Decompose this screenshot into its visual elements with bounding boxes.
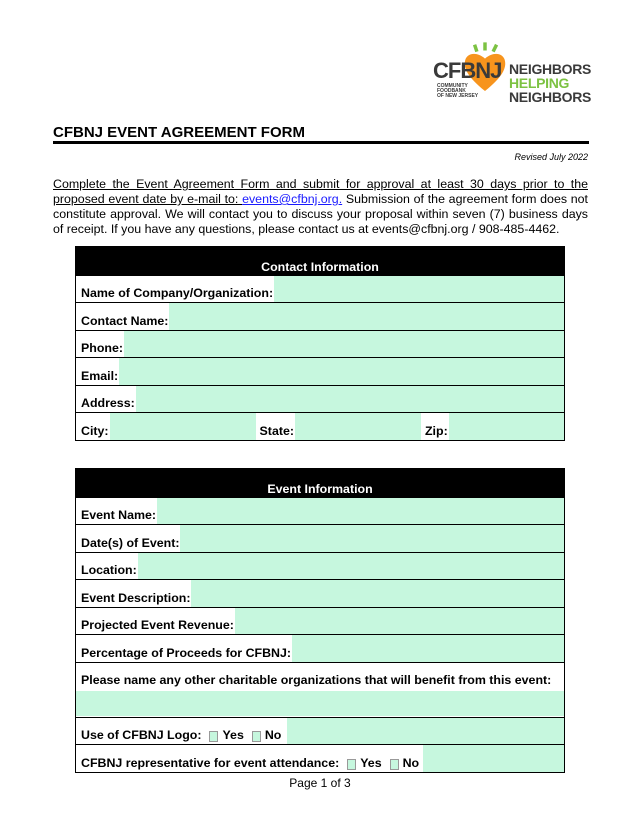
charities-label: Please name any other charitable organizations that will benefit from this event:	[81, 672, 552, 687]
state-field[interactable]	[295, 413, 421, 440]
description-label: Event Description:	[76, 580, 191, 607]
logo-letters: CFBNJ	[433, 58, 502, 83]
rep-label	[76, 745, 423, 772]
phone-label: Phone:	[76, 331, 124, 358]
email-label: Email:	[76, 358, 119, 385]
event-name-field[interactable]	[157, 498, 564, 525]
event-dates-label: Date(s) of Event:	[76, 525, 180, 552]
company-field[interactable]	[274, 276, 564, 303]
contact-header: Contact Information	[76, 247, 565, 276]
city-field[interactable]	[110, 413, 256, 440]
event-dates-field[interactable]	[180, 525, 564, 552]
zip-field[interactable]	[449, 413, 564, 440]
logo-no-label: No	[264, 728, 282, 742]
city-label: City:	[76, 413, 110, 440]
email-field[interactable]	[119, 358, 564, 385]
intro-part2: Submission of the agreement form does not constitute approval. We will contact you to discuss your proposal within seven (7) business days of receipt. If you have any questions, please contact us at events@cfbnj.org / 908-485-4462.	[53, 192, 588, 236]
logo-use-field	[287, 718, 564, 745]
address-label: Address:	[76, 386, 136, 413]
event-name-label: Event Name:	[76, 498, 157, 525]
logo-no-checkbox[interactable]	[252, 731, 261, 742]
rep-no-label: No	[402, 755, 420, 770]
state-label: State:	[256, 413, 295, 440]
rep-yes-checkbox[interactable]	[347, 759, 356, 770]
revenue-field[interactable]	[235, 608, 564, 635]
address-field[interactable]	[136, 386, 564, 413]
email-link[interactable]: events@cfbnj.org.	[242, 192, 343, 206]
contact-name-field[interactable]	[169, 303, 564, 330]
location-label: Location:	[76, 553, 138, 580]
rep-text: CFBNJ representative for event attendance:	[81, 755, 340, 770]
percentage-field[interactable]	[292, 635, 564, 662]
logo-yes-label: Yes	[222, 728, 244, 742]
logo-tagline-3: NEIGHBORS	[509, 89, 592, 105]
cfbnj-logo	[433, 36, 593, 105]
event-header: Event Information	[76, 469, 565, 498]
logo-small-3: OF NEW JERSEY	[437, 93, 479, 99]
zip-label: Zip:	[421, 413, 449, 440]
contact-name-label: Contact Name:	[76, 303, 169, 330]
location-field[interactable]	[138, 553, 564, 580]
page-title: CFBNJ EVENT AGREEMENT FORM	[53, 124, 305, 141]
rep-yes-label: Yes	[360, 755, 382, 770]
intro-part1: Complete the Event Agreement Form and submit for approval at least 30 days prior to the proposed event date by e-mail to:	[53, 177, 588, 206]
logo-use-text: Use of CFBNJ Logo:	[81, 728, 202, 742]
phone-field[interactable]	[124, 331, 564, 358]
logo-use-label	[76, 718, 287, 745]
company-label: Name of Company/Organization:	[76, 276, 274, 303]
revenue-label: Projected Event Revenue:	[76, 608, 235, 635]
logo-tagline-1: NEIGHBORS	[509, 61, 592, 77]
rep-no-checkbox[interactable]	[390, 759, 399, 770]
logo-small-2: FOODBANK	[437, 88, 466, 94]
page-number: Page 1 of 3	[289, 776, 351, 790]
rep-field	[423, 745, 564, 772]
percentage-label: Percentage of Proceeds for CFBNJ:	[76, 635, 292, 662]
event-table	[75, 468, 565, 773]
description-field[interactable]	[191, 580, 564, 607]
logo-small-1: COMMUNITY	[437, 83, 468, 89]
title-divider	[53, 141, 589, 144]
revised-date: Revised July 2022	[514, 152, 588, 162]
contact-table	[75, 246, 565, 441]
logo-tagline-2: HELPING	[509, 75, 570, 91]
charities-field[interactable]	[76, 691, 564, 716]
intro-paragraph	[53, 177, 588, 237]
logo-yes-checkbox[interactable]	[209, 731, 218, 742]
